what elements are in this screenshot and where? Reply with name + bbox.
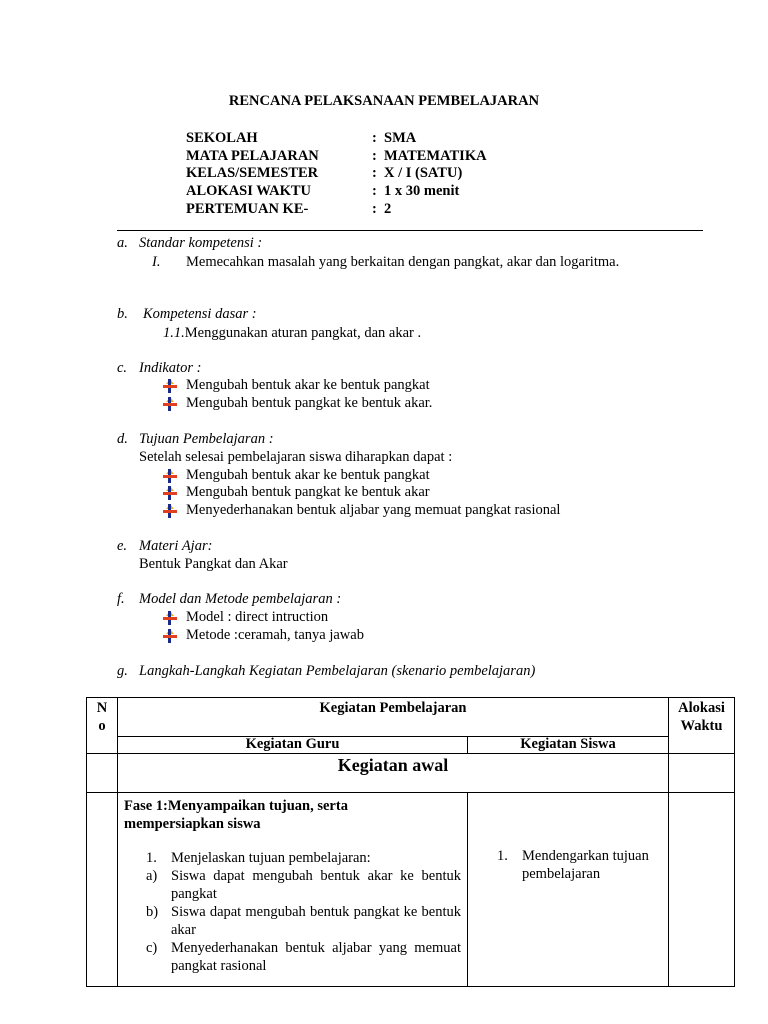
info-colon: : xyxy=(372,183,377,199)
section-f-heading: Model dan Metode pembelajaran : xyxy=(139,591,342,607)
bullet-arrow-icon xyxy=(163,486,177,500)
info-value: 2 xyxy=(384,201,392,217)
section-e-text: Bentuk Pangkat dan Akar xyxy=(139,556,288,572)
kegiatan-header: Kegiatan Pembelajaran xyxy=(118,698,669,737)
fase-title xyxy=(124,797,461,833)
info-row xyxy=(186,129,416,147)
guru-item-text: Menjelaskan tujuan pembelajaran: xyxy=(171,850,371,866)
siswa-header: Kegiatan Siswa xyxy=(468,737,669,754)
bullet-text: Mengubah bentuk pangkat ke bentuk akar xyxy=(186,484,430,500)
bullet-arrow-icon xyxy=(163,629,177,643)
section-f-letter: f. xyxy=(117,591,125,607)
section-b-line xyxy=(163,325,421,342)
siswa-item-number: 1. xyxy=(497,848,508,864)
bullet-arrow-icon xyxy=(163,611,177,625)
guru-cell xyxy=(118,793,468,987)
bullet-arrow-icon xyxy=(163,379,177,393)
bullet-item xyxy=(163,484,430,501)
table-row xyxy=(87,793,735,987)
bullet-item xyxy=(163,395,432,412)
guru-item xyxy=(146,939,461,975)
bullet-text: Mengubah bentuk pangkat ke bentuk akar. xyxy=(186,395,433,411)
info-key: ALOKASI WAKTU xyxy=(186,183,312,199)
table-cell xyxy=(87,754,118,793)
guru-item-number: 1. xyxy=(146,850,157,866)
table-cell xyxy=(669,793,735,987)
guru-item xyxy=(146,903,461,939)
info-key: PERTEMUAN KE- xyxy=(186,201,309,217)
section-a-letter: a. xyxy=(117,235,128,251)
table-cell xyxy=(87,793,118,987)
fase-title-line2: mempersiapkan siswa xyxy=(124,816,261,832)
section-a-heading: Standar kompetensi : xyxy=(139,235,263,251)
info-key: KELAS/SEMESTER xyxy=(186,165,319,181)
guru-item-text: Siswa dapat mengubah bentuk pangkat ke bentuk akar xyxy=(171,904,461,938)
kegiatan-awal-label: Kegiatan awal xyxy=(118,754,669,793)
bullet-arrow-icon xyxy=(163,469,177,483)
section-b-letter: b. xyxy=(117,306,128,322)
section-c-letter: c. xyxy=(117,360,128,376)
table-header-row xyxy=(87,698,735,737)
bullet-arrow-icon xyxy=(163,504,177,518)
siswa-cell xyxy=(468,793,669,987)
no-header-line2: o xyxy=(98,718,106,734)
section-d-letter: d. xyxy=(117,431,128,447)
siswa-item-text xyxy=(522,847,649,883)
section-b-text: Menggunakan aturan pangkat, dan akar . xyxy=(184,325,422,341)
section-e-heading: Materi Ajar: xyxy=(139,538,213,554)
info-key: MATA PELAJARAN xyxy=(186,148,319,164)
bullet-item xyxy=(163,502,560,519)
section-b-heading: Kompetensi dasar : xyxy=(143,306,257,322)
guru-header: Kegiatan Guru xyxy=(118,737,468,754)
info-row xyxy=(186,164,462,182)
alokasi-header-line1: Alokasi xyxy=(678,700,725,716)
alokasi-header xyxy=(669,698,735,754)
section-a-text: Memecahkan masalah yang berkaitan dengan pangkat, akar dan logaritma. xyxy=(186,254,620,270)
info-key: SEKOLAH xyxy=(186,130,258,146)
fase-title-line1: Fase 1:Menyampaikan tujuan, serta xyxy=(124,798,348,814)
bullet-arrow-icon xyxy=(163,397,177,411)
info-row xyxy=(186,200,391,218)
section-d-intro: Setelah selesai pembelajaran siswa diharapkan dapat : xyxy=(139,449,453,465)
guru-item xyxy=(146,849,461,867)
siswa-item-text-line2: pembelajaran xyxy=(522,866,601,882)
guru-item-number: c) xyxy=(146,940,158,956)
info-value: SMA xyxy=(384,130,417,146)
info-value: X / I (SATU) xyxy=(384,165,463,181)
info-colon: : xyxy=(372,148,377,164)
table-subheader-row xyxy=(87,737,735,754)
bullet-text: Mengubah bentuk akar ke bentuk pangkat xyxy=(186,467,430,483)
lesson-plan-table xyxy=(86,697,735,987)
guru-item-text: Menyederhanakan bentuk aljabar yang memuat pangkat rasional xyxy=(171,940,461,974)
guru-item-number: a) xyxy=(146,868,158,884)
bullet-item xyxy=(163,467,430,484)
section-c-heading: Indikator : xyxy=(139,360,202,376)
bullet-text: Model : direct intruction xyxy=(186,609,329,625)
info-row xyxy=(186,182,459,200)
table-row xyxy=(87,754,735,793)
section-g-letter: g. xyxy=(117,663,128,679)
bullet-text: Mengubah bentuk akar ke bentuk pangkat xyxy=(186,377,430,393)
info-colon: : xyxy=(372,201,377,217)
guru-item xyxy=(146,867,461,903)
no-header-line1: N xyxy=(96,700,108,716)
siswa-item-text-line1: Mendengarkan tujuan xyxy=(522,848,649,864)
bullet-item xyxy=(163,609,328,626)
no-header xyxy=(87,698,118,754)
guru-item-text: Siswa dapat mengubah bentuk akar ke bentuk pangkat xyxy=(171,868,461,902)
bullet-item xyxy=(163,627,364,644)
document-title: RENCANA PELAKSANAAN PEMBELAJARAN xyxy=(228,93,540,109)
section-b-number: 1.1. xyxy=(163,325,185,341)
bullet-item xyxy=(163,377,430,394)
section-e-letter: e. xyxy=(117,538,128,554)
section-a-number: I. xyxy=(152,254,161,270)
info-value: MATEMATIKA xyxy=(384,148,487,164)
siswa-item xyxy=(497,847,662,883)
guru-item-number: b) xyxy=(146,904,159,920)
info-row xyxy=(186,147,487,165)
header-divider xyxy=(117,230,703,231)
alokasi-header-line2: Waktu xyxy=(680,718,723,734)
section-g-heading: Langkah-Langkah Kegiatan Pembelajaran (skenario pembelajaran) xyxy=(139,663,536,679)
table-cell xyxy=(669,754,735,793)
bullet-text: Menyederhanakan bentuk aljabar yang memuat pangkat rasional xyxy=(186,502,561,518)
info-colon: : xyxy=(372,165,377,181)
info-colon: : xyxy=(372,130,377,146)
info-value: 1 x 30 menit xyxy=(384,183,460,199)
section-d-heading: Tujuan Pembelajaran : xyxy=(139,431,274,447)
bullet-text: Metode :ceramah, tanya jawab xyxy=(186,627,364,643)
